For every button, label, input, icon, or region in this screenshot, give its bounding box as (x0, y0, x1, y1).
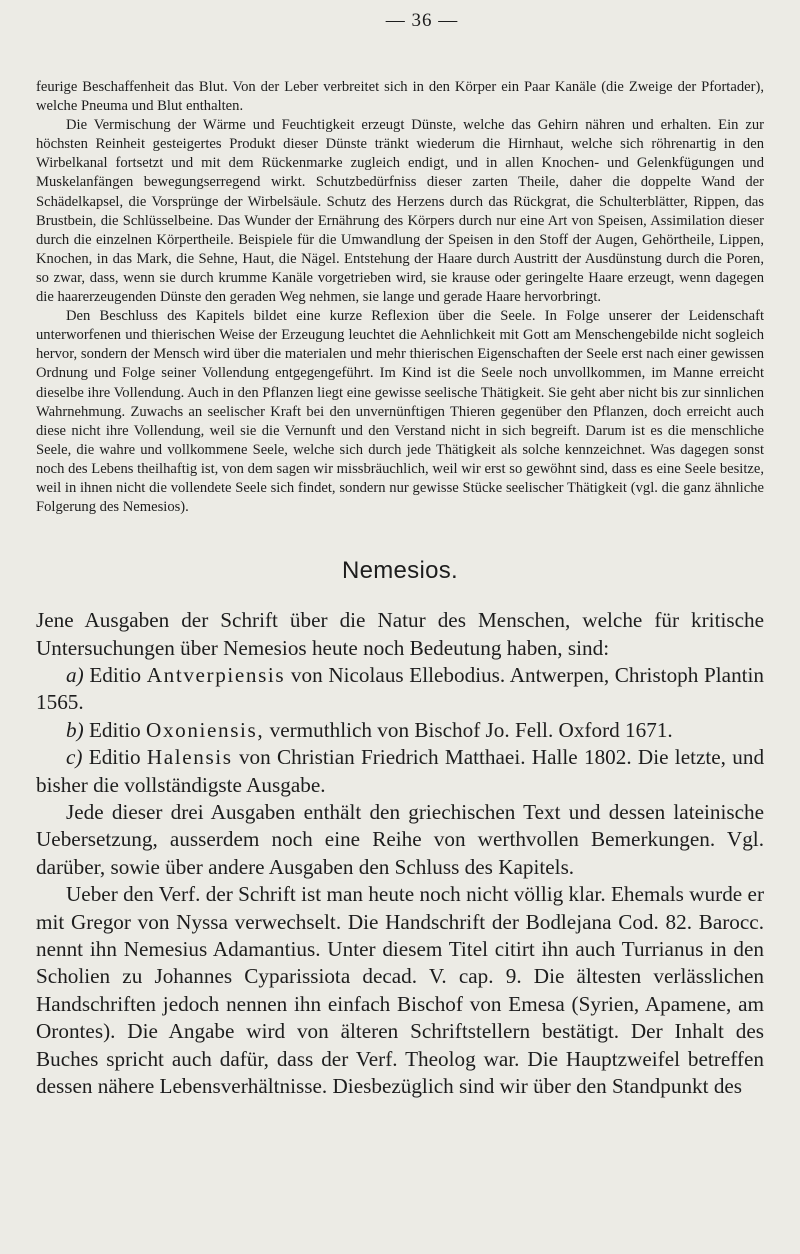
edition-entry (36, 717, 764, 744)
edition-name: Halensis (146, 745, 233, 770)
edition-name: Antverpiensis (146, 662, 286, 687)
edition-details: von Nicolaus Ellebodius. Antwerpen, Christoph Plantin 1565. (36, 662, 765, 715)
main-text-section (36, 607, 764, 1100)
section-title: Nemesios. (341, 557, 459, 585)
edition-word: Editio (88, 745, 141, 770)
edition-details: vermuthlich von Bischof Jo. Fell. Oxford 1671. (269, 717, 673, 742)
edition-name: Oxoniensis, (146, 717, 265, 742)
page (36, 10, 764, 1100)
edition-marker: c) (66, 745, 83, 770)
paragraph: feurige Beschaffenheit das Blut. Von der Leber verbreitet sich in den Körper ein Paar Kanäle (die Zweige der Pfortader), welche Pneuma und Blut enthalten. (36, 79, 764, 115)
edition-word: Editio (89, 662, 142, 687)
small-print-section (36, 78, 764, 517)
edition-word: Editio (88, 717, 141, 742)
paragraph: Ueber den Verf. der Schrift ist man heute noch nicht völlig klar. Ehemals wurde er mit Gregor von Nyssa verwechselt. Die Handschrift der Bodlejana Cod. 82. Barocc. nennt ihn Nemesius Adamantius. Unter diesem Titel citirt ihn auch Turrianus in den Scholien zu Johannes Cyparissiota decad. V. cap. 9. Die ältesten verlässlichen Handschriften jedoch nennen ihn einfach Bischof von Emesa (Syrien, Apamene, am Orontes). Die Angabe wird von älteren Schriftstellern bestätigt. Der Inhalt des Buches spricht auch dafür, dass der Verf. Theolog war. Die Hauptzweifel betreffen dessen nähere Lebensverhältnisse. Diesbezüglich sind wir über den Standpunkt des (36, 882, 764, 1099)
edition-entry (36, 744, 764, 799)
edition-marker: b) (66, 717, 84, 742)
page-number: — 36 — (385, 10, 459, 31)
edition-entry (36, 662, 764, 717)
edition-details: von Christian Friedrich Matthaei. Halle 1802. Die letzte, und bisher die vollständigste Ausgabe. (36, 745, 765, 797)
intro-paragraph: Jene Ausgaben der Schrift über die Natur des Menschen, welche für kritische Untersuchungen über Nemesios heute noch Bedeutung haben, sind: (36, 608, 764, 660)
paragraph: Den Beschluss des Kapitels bildet eine kurze Reflexion über die Seele. In Folge unserer der Leidenschaft unterworfenen und thierischen Weise der Erzeugung leuchtet die Aehnlichkeit mit Gott am Menschengebilde nicht sogleich hervor, sondern der Mensch wird über die materialen und mehr thierischen Eigenschaften der Seele erst nach einer gewissen Ordnung und Folge seiner Vollendung entgegengeführt. Im Kind ist die Seele noch unvollkommen, im Manne erreicht dieselbe ihre Vollendung. Auch in den Pflanzen liegt eine gewisse seelische Thätigkeit. Sie geht aber nicht bis zur sinnlichen Wahrnehmung. Zuwachs an seelischer Kraft bei den unvernünftigen Thieren gegenüber den Pflanzen, doch erreicht auch diese nicht ihre Vollendung, weil sie die Vernunft und den Verstand nicht in sich begreift. Darum ist es die menschliche Seele, die wahre und vollkommene Seele, welche sich durch jede Thätigkeit als solche kennzeichnet. Was dagegen sonst noch des Lebens theilhaftig ist, von dem sagen wir missbräuchlich, weil wir erst so gewöhnt sind, dass es eine Seele besitze, weil in ihnen nicht die vollendete Seele sich findet, sondern nur gewisse Stücke seelischer Thätigkeit (vgl. die ganz ähnliche Folgerung des Nemesios). (36, 308, 764, 516)
edition-marker: a) (66, 662, 84, 687)
paragraph: Die Vermischung der Wärme und Feuchtigkeit erzeugt Dünste, welche das Gehirn nähren und erhalten. Ein zur höchsten Reinheit gesteigertes Produkt dieser Dünste tränkt wiederum die Hirnhaut, welche sich röhrenartig in den Wirbelkanal fortsetzt und mit dem Rückenmarke zugleich endigt, und in allen Knochen- und Gelenkfügungen und Muskelanfängen bewegungserregend wirkt. Schutzbedürfniss dieser zarten Theile, daher die doppelte Wand der Schädelkapsel, die Vorsprünge der Wirbelsäule. Schutz des Herzens durch das Rückgrat, die Schulterblätter, Rippen, das Brustbein, die Schlüsselbeine. Das Wunder der Ernährung des Körpers durch nur eine Art von Speisen, Assimilation dieser durch die einzelnen Körpertheile. Beispiele für die Umwandlung der Speisen in den Stoff der Augen, Gehörtheile, Lippen, Knochen, in das Mark, die Sehne, Haut, die Nägel. Entstehung der Haare durch Austritt der Ausdünstung durch die Poren, so zwar, dass, wenn sie durch krumme Kanäle vorgetrieben wird, sie krause oder geringelte Haare erzeugt, wenn dagegen die haarerzeugenden Dünste den geraden Weg nehmen, sie lange und gerade Haare hervorbringt. (36, 117, 764, 306)
paragraph: Jede dieser drei Ausgaben enthält den griechischen Text und dessen lateinische Uebersetzung, ausserdem noch eine Reihe von werthvollen Bemerkungen. Vgl. darüber, sowie über andere Ausgaben den Schluss des Kapitels. (36, 800, 764, 879)
